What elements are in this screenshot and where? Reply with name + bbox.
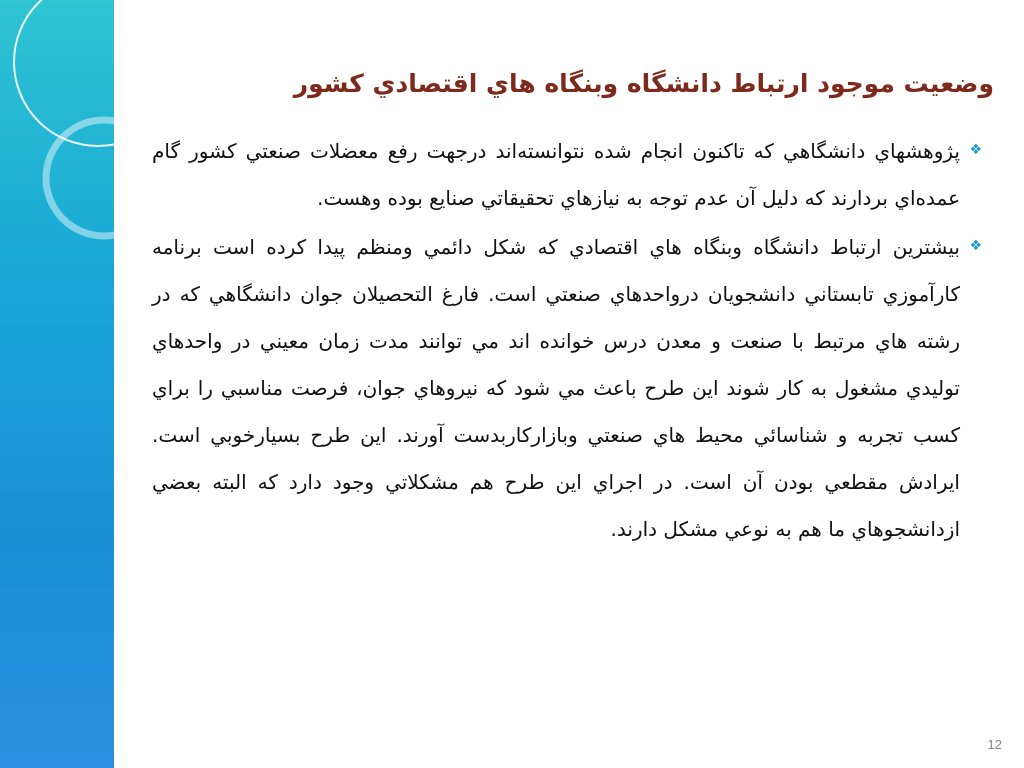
decorative-circle-small: [46, 120, 162, 236]
slide-title: وضعيت موجود ارتباط دانشگاه وبنگاه هاي اقتصادي كشور: [293, 69, 994, 98]
bullet-icon: ❖: [969, 142, 982, 158]
paragraph-2: [152, 224, 982, 553]
paragraph-1-text: پژوهشهاي دانشگاهي كه تاكنون انجام شده نتوانسته‌اند درجهت رفع معضلات صنعتي كشور گام عمده‌اي بردارند كه دليل آن عدم توجه به نيازهاي تحقيقاتي صنايع بوده وهست.: [152, 139, 960, 210]
decorative-circle-large: [14, 0, 182, 146]
paragraph-2-text: بيشترين ارتباط دانشگاه وبنگاه هاي اقتصادي كه شكل دائمي ومنظم پيدا كرده است برنامه كارآموزي تابستاني دانشجويان درواحدهاي صنعتي است. فارغ التحصيلان جوان دانشگاهي كه در رشته هاي مرتبط با صنعت و معدن درس خوانده اند مي توانند مدت زمان معيني در واحدهاي توليدي مشغول به كار شوند اين طرح باعث مي شود كه نيروهاي جوان، فرصت مناسبي را براي كسب تجربه و شناسائي محيط هاي صنعتي وبازاركاربدست آورند. اين طرح بسيارخوبي است. ايرادش مقطعي بودن آن است. در اجراي اين طرح هم مشكلاتي وجود دارد كه البته بعضي ازدانشجوهاي ما هم به نوعي مشكل دارند.: [152, 235, 960, 541]
slide-body: [152, 128, 982, 555]
bullet-icon: ❖: [969, 238, 982, 254]
paragraph-1: [152, 128, 982, 222]
page-number: 12: [987, 737, 1002, 752]
